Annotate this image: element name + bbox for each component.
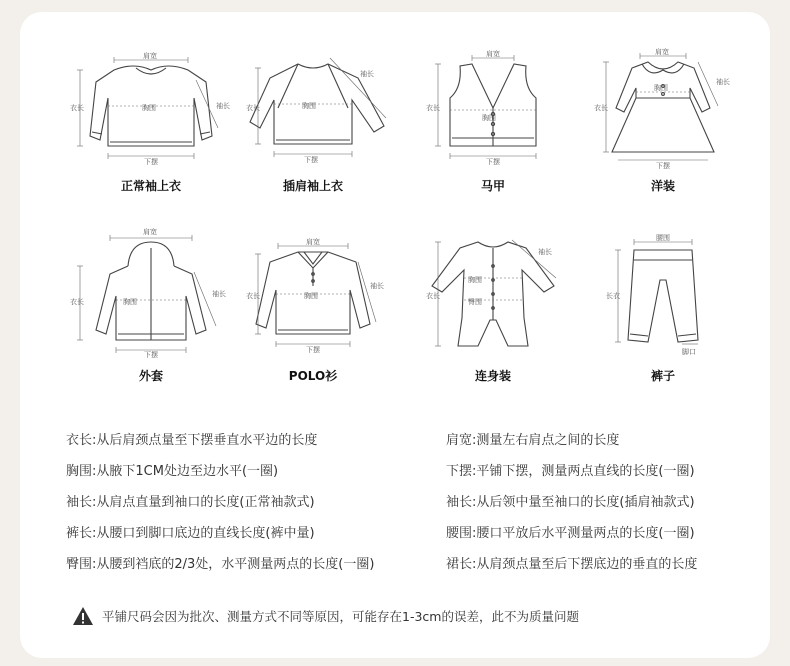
label-chest: 胸围 <box>142 104 156 112</box>
label-shoulder: 肩宽 <box>306 238 320 246</box>
garment-name: 裤子 <box>650 369 675 383</box>
label-sleeve: 袖长 <box>370 282 384 290</box>
garment-raglan-sleeve-top <box>228 48 398 218</box>
label-hem: 下摆 <box>486 158 500 166</box>
label-sleeve: 袖长 <box>216 102 230 110</box>
label-hem: 下摆 <box>144 158 158 166</box>
garment-name: 洋装 <box>650 179 675 193</box>
regular-sleeve-top-illustration <box>66 48 236 168</box>
definitions-left <box>66 433 374 588</box>
label-chest: 胸围 <box>482 114 496 122</box>
garment-vest <box>408 48 578 218</box>
garment-name: 正常袖上衣 <box>120 179 181 193</box>
definition-item: 袖长:从后领中量至袖口的长度(插肩袖款式) <box>446 495 695 510</box>
garment-name: 连身装 <box>474 369 511 383</box>
note-text: 平铺尺码会因为批次、测量方式不同等原因，可能存在1-3cm的误差，此不为质量问题 <box>102 609 579 624</box>
garment-polo <box>228 236 398 406</box>
definition-item: 肩宽:测量左右肩点之间的长度 <box>446 433 620 448</box>
definition-item: 裙长:从肩颈点量至后下摆底边的垂直的长度 <box>446 557 698 572</box>
garment-name: 马甲 <box>480 179 505 193</box>
definitions-right <box>446 433 697 588</box>
garment-dress <box>578 48 748 218</box>
definition-item: 袖长:从肩点直量到袖口的长度(正常袖款式) <box>66 495 315 510</box>
label-shoulder: 肩宽 <box>486 50 500 58</box>
label-length: 衣长 <box>426 104 440 112</box>
definition-item: 裤长:从腰口到脚口底边的直线长度(裤中量) <box>66 526 315 541</box>
garment-romper <box>408 236 578 406</box>
garment-jacket <box>66 228 236 406</box>
label-ankle: 脚口 <box>682 348 696 356</box>
garment-name: POLO衫 <box>288 369 338 383</box>
label-hem: 下摆 <box>306 346 320 354</box>
label-length: 衣长 <box>70 298 84 306</box>
polo-illustration <box>228 236 398 360</box>
definition-item: 下摆:平铺下摆，测量两点直线的长度(一圈) <box>446 464 695 479</box>
label-length: 长衣 <box>606 292 620 300</box>
garment-name: 插肩袖上衣 <box>282 179 343 193</box>
warning-triangle-icon <box>72 606 94 626</box>
definition-item: 衣长:从后肩颈点量至下摆垂直水平边的长度 <box>66 433 318 448</box>
label-waist: 腰围 <box>656 234 670 242</box>
label-hip: 臀围 <box>468 298 482 306</box>
definition-item: 臀围:从腰到裆底的2/3处，水平测量两点的长度(一圈) <box>66 557 375 572</box>
label-chest: 胸围 <box>302 102 316 110</box>
garment-regular-sleeve-top <box>66 48 236 218</box>
label-length: 衣长 <box>246 104 260 112</box>
pants-illustration <box>578 236 748 360</box>
label-chest: 胸围 <box>304 292 318 300</box>
definition-item: 胸围:从腋下1CM处边至边水平(一圈) <box>66 464 279 479</box>
dress-illustration <box>578 48 748 168</box>
label-sleeve: 袖长 <box>716 78 730 86</box>
label-length: 衣长 <box>594 104 608 112</box>
garment-pants <box>578 236 748 406</box>
raglan-sleeve-top-illustration <box>228 48 398 168</box>
label-shoulder: 肩宽 <box>143 52 157 60</box>
label-shoulder: 肩宽 <box>655 48 669 56</box>
label-hem: 下摆 <box>144 351 158 359</box>
label-chest: 胸围 <box>123 298 137 306</box>
label-sleeve: 袖长 <box>360 70 374 78</box>
garment-name: 外套 <box>138 369 163 383</box>
label-chest: 胸围 <box>654 84 668 92</box>
label-hem: 下摆 <box>656 162 670 170</box>
label-chest: 胸围 <box>468 276 482 284</box>
definition-item: 腰围:腰口平放后水平测量两点的长度(一圈) <box>446 526 695 541</box>
label-shoulder: 肩宽 <box>143 228 157 236</box>
jacket-illustration <box>66 228 236 360</box>
label-length: 衣长 <box>70 104 84 112</box>
tolerance-note <box>72 606 579 626</box>
label-hem: 下摆 <box>304 156 318 164</box>
vest-illustration <box>408 48 578 168</box>
label-sleeve: 袖长 <box>538 248 552 256</box>
label-length: 衣长 <box>246 292 260 300</box>
label-length: 衣长 <box>426 292 440 300</box>
label-sleeve: 袖长 <box>212 290 226 298</box>
romper-illustration <box>408 236 578 360</box>
